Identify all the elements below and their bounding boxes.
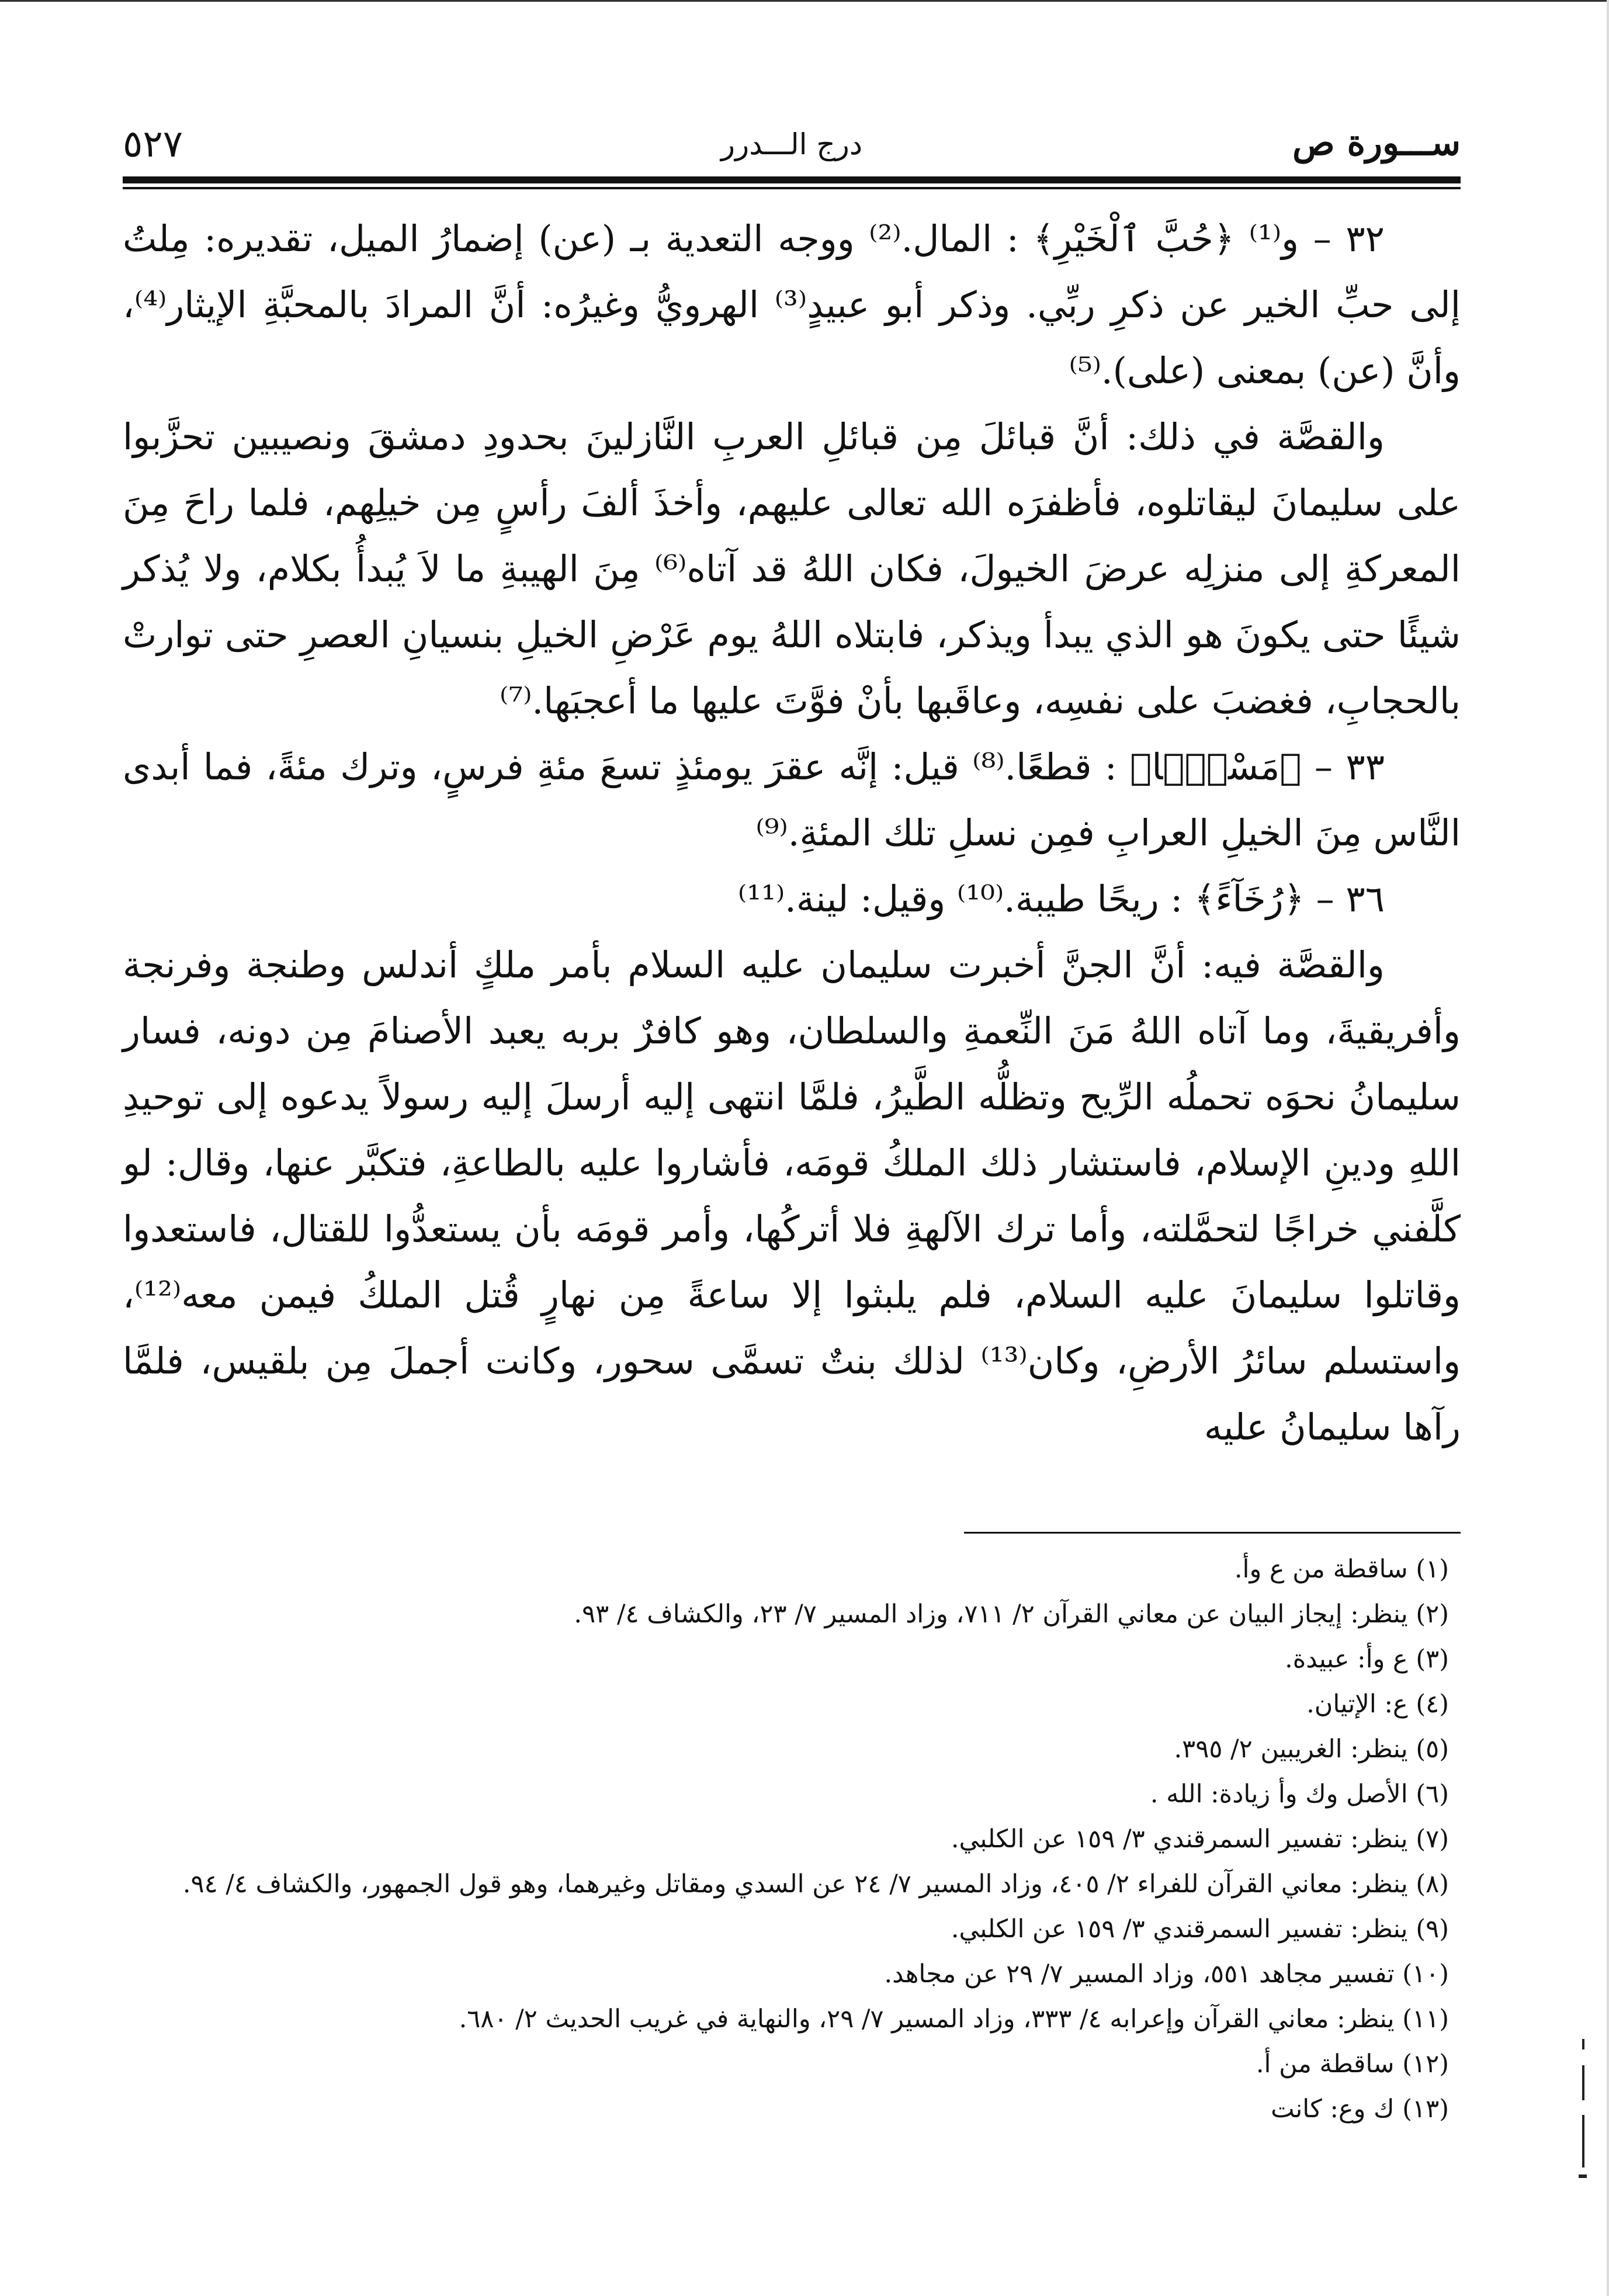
paragraph-story-2: والقصَّة فيه: أنَّ الجنَّ أخبرت سليمان عليه السلام بأمر ملكٍ أندلس وطنجة وفرنجة وأفريقيةَ، وما آتاه اللهُ مَنَ النِّعمةِ والسلطان، وهو كافرٌ بربه يعبد الأصنامَ مِن دونه، فسار سليمانُ نحوَه تحملُه الرِّيح وتظلُّه الطَّيرُ، فلمَّا انتهى إليه أرسلَ إليه رسولاً يدعوه إلى توحيدِ اللهِ ودينِ الإسلام، فاستشار ذلك الملكُ قومَه، فأشاروا عليه بالطاعةِ، فتكبَّر عنها، وقال: لو كلَّفني خراجًا لتحمَّلته، وأما ترك الآلهةِ فلا أتركُها، وأمر قومَه بأن يستعدُّوا للقتال، فاستعدوا وقاتلوا سليمانَ عليه السلام، فلم يلبثوا إلا ساعةً مِن نهارٍ قُتل الملكُ فيمن معه⁽¹²⁾، واستسلم سائرُ الأرضِ، وكان⁽¹³⁾ لذلك بنتٌ تسمَّى سحور، وكانت أجملَ مِن بلقيس، فلمَّا رآها سليمانُ عليه (123, 944, 1461, 1448)
paragraph-story-1: والقصَّة في ذلك: أنَّ قبائلَ مِن قبائلِ العربِ النَّازلينَ بحدودِ دمشقَ ونصيبين تحزَّبوا على سليمانَ ليقاتلوه، فأظفرَه الله تعالى عليهم، وأخذَ ألفَ رأسٍ مِن خيلِهم، فلما راحَ مِنَ المعركةِ إلى منزلِه عرضَ الخيولَ، فكان اللهُ قد آتاه⁽⁶⁾ مِنَ الهيبةِ ما لاَ يُبدأُ بكلام، ولا يُذكر شيئًا حتى يكونَ هو الذي يبدأ ويذكر، فابتلاه اللهُ يوم عَرْضِ الخيلِ بنسيانِ العصرِ حتى توارتْ بالحجابِ، فغضبَ على نفسِه، وعاقَبها بأنْ فوَّتَ عليها ما أعجبَها.⁽⁷⁾ (123, 415, 1461, 722)
margin-mark (1582, 2039, 1584, 2049)
margin-mark (1582, 2115, 1584, 2167)
page-header (123, 117, 1461, 172)
margin-scan-marks (1577, 2039, 1589, 2185)
footnote-9: (٩) ينظر: تفسير السمرقندي ٣/ ١٥٩ عن الكلبي. (951, 1915, 1449, 1944)
header-rule-thin (123, 187, 1461, 189)
header-rule-thick (123, 176, 1461, 183)
page-number: ٥٢٧ (123, 123, 183, 166)
footnote-2: (٢) ينظر: إيجاز البيان عن معاني القرآن ٢/ ٧١١، وزاد المسير ٧/ ٢٣، والكشاف ٤/ ٩٣. (574, 1600, 1449, 1629)
footnote-10: (١٠) تفسير مجاهد ٥٥١، وزاد المسير ٧/ ٢٩ عن مجاهد. (884, 1959, 1449, 1989)
footnote-12: (١٢) ساقطة من أ. (1256, 2049, 1449, 2079)
footnote-8: (٨) ينظر: معاني القرآن للفراء ٢/ ٤٠٥، وزاد المسير ٧/ ٢٤ عن السدي ومقاتل وغيرهما، وهو قول الجمهور، والكشاف ٤/ ٩٤. (182, 1870, 1449, 1899)
paragraph-verse-33: ٣٣ – ﴿مَسْحًۢا﴾ : قطعًا.⁽⁸⁾ قيل: إنَّه عقرَ يومئذٍ تسعَ مئةِ فرسٍ، وترك مئةً، فما أبدى النَّاس مِنَ الخيلِ العرابِ فمِن نسلِ تلك المئةِ.⁽⁹⁾ (123, 745, 1461, 854)
margin-mark (1579, 2174, 1587, 2178)
footnotes (123, 1547, 1449, 2132)
book-title: درج الـــدرر (720, 127, 863, 161)
footnote-5: (٥) ينظر: الغريبين ٢/ ٣٩٥. (1174, 1735, 1449, 1764)
footnote-6: (٦) الأصل وك وأ زيادة: الله . (1150, 1780, 1449, 1809)
footnote-11: (١١) ينظر: معاني القرآن وإعرابه ٤/ ٣٣٣، وزاد المسير ٧/ ٢٩، والنهاية في غريب الحديث ٢/ ٦٨٠. (459, 2004, 1449, 2034)
footnote-1: (١) ساقطة من ع وأ. (1234, 1555, 1449, 1584)
main-text (123, 206, 1461, 1460)
footnote-13: (١٣) ك وع: كانت (1271, 2094, 1449, 2124)
scan-right-edge (1607, 0, 1609, 2296)
footnote-separator (964, 1532, 1461, 1534)
footnote-3: (٣) ع وأ: عبيدة. (1285, 1645, 1449, 1674)
surah-name: ســـورة ص (1292, 123, 1461, 164)
footnote-4: (٤) ع: الإتيان. (1306, 1690, 1449, 1719)
margin-mark (1582, 2065, 1584, 2100)
paragraph-verse-36: ٣٦ – ﴿رُخَآءً﴾ : ريحًا طيبة.⁽¹⁰⁾ وقيل: لينة.⁽¹¹⁾ (738, 878, 1385, 920)
footnote-7: (٧) ينظر: تفسير السمرقندي ٣/ ١٥٩ عن الكلبي. (951, 1825, 1449, 1854)
paragraph-verse-32: ٣٢ – و⁽¹⁾ ﴿حُبَّ ٱلْخَيْرِ﴾ : المال.⁽²⁾ ووجه التعدية بـ (عن) إضمارُ الميل، تقديره: مِلتُ إلى حبِّ الخير عن ذكرِ ربِّي. وذكر أبو عبيدٍ⁽³⁾ الهرويُّ وغيرُه: أنَّ المرادَ بالمحبَّةِ الإيثار⁽⁴⁾، وأنَّ (عن) بمعنى (على).⁽⁵⁾ (123, 217, 1461, 392)
scan-top-edge (0, 0, 1609, 2)
